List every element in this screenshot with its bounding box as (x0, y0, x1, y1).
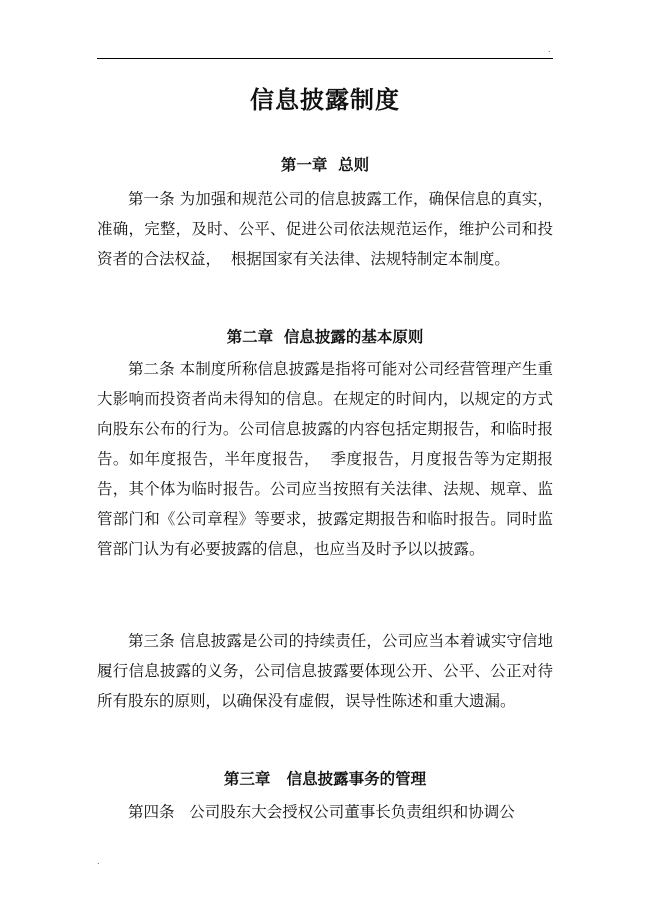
header-rule (97, 58, 553, 59)
chapter-heading-1: 第一章 总则 (280, 156, 370, 174)
article-2-paragraph: 第二条 本制度所称信息披露是指将可能对公司经营管理产生重大影响而投资者尚未得知的信息。在规定的时间内，以规定的方式向股东公布的行为。公司信息披露的内容包括定期报告，和临时报告。如年度报告，半年度报告， 季度报告，月度报告等为定期报告，其个体为临时报告。公司应当按照有关法律、法规、规章、监管部门和《公司章程》等要求，披露定期报告和临时报告。同时监管部门认为有必要披露的信息，也应当及时予以以披露。 (97, 360, 553, 558)
corner-mark-bottom: . (97, 857, 100, 866)
article-1-paragraph: 第一条 为加强和规范公司的信息披露工作，确保信息的真实，准确，完整，及时、公平、促进公司依法规范运作，维护公司和投资者的合法权益， 根据国家有关法律、法规特制定本制度。 (97, 190, 553, 268)
corner-mark-top: . (548, 45, 551, 54)
article-4-paragraph: 第四条 公司股东大会授权公司董事长负责组织和协调公 (128, 803, 515, 821)
chapter-heading-3: 第三章 信息披露事务的管理 (223, 770, 427, 788)
chapter-heading-2: 第二章 信息披露的基本原则 (226, 328, 424, 346)
page-title: 信息披露制度 (250, 86, 400, 114)
article-3-paragraph: 第三条 信息披露是公司的持续责任，公司应当本着诚实守信地履行信息披露的义务，公司信息披露要体现公开、公平、公正对待所有股东的原则，以确保没有虚假，误导性陈述和重大遗漏。 (97, 632, 553, 710)
